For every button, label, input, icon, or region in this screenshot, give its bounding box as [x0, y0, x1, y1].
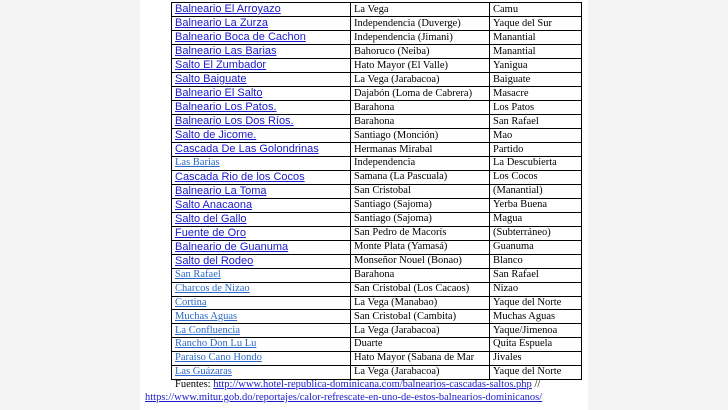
table-row [172, 212, 582, 226]
table-row [172, 170, 582, 184]
province-cell: Independencia (Jimani) [351, 31, 490, 45]
balneario-name-cell [172, 115, 351, 129]
balnearios-table [171, 2, 582, 380]
balneario-link[interactable]: La Confluencia [175, 324, 241, 336]
balneario-link[interactable]: Balneario El Salto [175, 87, 263, 99]
balneario-name-cell [172, 338, 351, 352]
balneario-link[interactable]: Muchas Aguas [175, 310, 238, 322]
balneario-link[interactable]: Cascada Rio de los Cocos [175, 170, 305, 183]
river-cell: Magua [490, 212, 582, 226]
river-cell: Partido [490, 143, 582, 157]
river-cell: Quita Espuela [490, 338, 582, 352]
balneario-link[interactable]: Balneario Los Dos Ríos. [175, 115, 294, 127]
river-cell: Manantial [490, 31, 582, 45]
balneario-name-cell [172, 365, 351, 379]
province-cell: San Cristobal (Cambita) [351, 310, 490, 324]
table-row [172, 17, 582, 31]
river-cell: La Descubierta [490, 157, 582, 171]
balneario-link[interactable]: Balneario Boca de Cachon [175, 31, 306, 43]
balneario-link[interactable]: Balneario El Arroyazo [175, 3, 281, 15]
balneario-name-cell [172, 3, 351, 17]
balneario-name-cell [172, 282, 351, 296]
balneario-name-cell [172, 324, 351, 338]
province-cell: Santiago (Sajoma) [351, 212, 490, 226]
province-cell: Monte Plata (Yamasá) [351, 240, 490, 254]
balneario-name-cell [172, 254, 351, 268]
province-cell: Hato Mayor (Sabana de Mar [351, 351, 490, 365]
table-row [172, 198, 582, 212]
province-cell: Samana (La Pascuala) [351, 170, 490, 184]
balneario-name-cell [172, 212, 351, 226]
table-row [172, 240, 582, 254]
table-row [172, 3, 582, 17]
balneario-name-cell [172, 310, 351, 324]
river-cell: Mao [490, 129, 582, 143]
balneario-name-cell [172, 101, 351, 115]
balneario-name-cell [172, 351, 351, 365]
balneario-name-cell [172, 129, 351, 143]
balneario-name-cell [172, 268, 351, 282]
table-row [172, 268, 582, 282]
province-cell: La Vega (Jarabacoa) [351, 365, 490, 379]
table-row [172, 45, 582, 59]
province-cell: Bahoruco (Neiba) [351, 45, 490, 59]
river-cell: (Manantial) [490, 184, 582, 198]
sources-prefix: Fuentes: [175, 379, 214, 390]
balneario-link[interactable]: Balneario La Toma [175, 184, 267, 197]
province-cell: Monseñor Nouel (Bonao) [351, 254, 490, 268]
balneario-link[interactable]: Salto El Zumbador [175, 59, 267, 71]
balneario-link[interactable]: Las Guázaras [175, 366, 232, 378]
balneario-link[interactable]: Balneario Los Patos. [175, 101, 277, 113]
table-row [172, 115, 582, 129]
balneario-name-cell [172, 73, 351, 87]
table-row [172, 184, 582, 198]
balneario-name-cell [172, 17, 351, 31]
balneario-name-cell [172, 87, 351, 101]
balneario-link[interactable]: Salto Baiguate [175, 73, 247, 85]
balneario-name-cell [172, 59, 351, 73]
table-row [172, 338, 582, 352]
balneario-link[interactable]: Charcos de Nizao [175, 283, 250, 295]
river-cell: Nizao [490, 282, 582, 296]
balneario-link[interactable]: Balneario de Guanuma [175, 240, 289, 253]
river-cell: Manantial [490, 45, 582, 59]
balneario-name-cell [172, 226, 351, 240]
balneario-link[interactable]: Paraiso Cano Hondo [175, 352, 262, 364]
province-cell: Santiago (Monción) [351, 129, 490, 143]
balneario-link[interactable]: Fuente de Oro [175, 226, 246, 239]
balneario-name-cell [172, 157, 351, 171]
balneario-link[interactable]: Salto del Rodeo [175, 254, 254, 267]
balneario-link[interactable]: Salto Anacaona [175, 198, 253, 211]
province-cell: Hermanas Mirabal [351, 143, 490, 157]
province-cell: Barahona [351, 101, 490, 115]
balneario-name-cell [172, 170, 351, 184]
table-row [172, 282, 582, 296]
balneario-link[interactable]: Las Barias [175, 157, 220, 169]
balneario-name-cell [172, 184, 351, 198]
balneario-name-cell [172, 198, 351, 212]
balneario-name-cell [172, 31, 351, 45]
province-cell: La Vega [351, 3, 490, 17]
balneario-link[interactable]: Balneario Las Barias [175, 45, 277, 57]
balneario-link[interactable]: San Rafael [175, 269, 221, 281]
province-cell: Duarte [351, 338, 490, 352]
table-row [172, 254, 582, 268]
river-cell: Blanco [490, 254, 582, 268]
river-cell: Los Patos [490, 101, 582, 115]
river-cell: Yerba Buena [490, 198, 582, 212]
river-cell: San Rafael [490, 115, 582, 129]
table-row [172, 87, 582, 101]
table-row [172, 129, 582, 143]
table-row [172, 143, 582, 157]
source-link-1[interactable]: http://www.hotel-republica-dominicana.com/balnearios-cascadas-saltos.php [213, 379, 532, 390]
balneario-link[interactable]: Cortina [175, 296, 207, 308]
river-cell: Yaque del Norte [490, 296, 582, 310]
river-cell: (Subterráneo) [490, 226, 582, 240]
river-cell: Camu [490, 3, 582, 17]
balneario-link[interactable]: Rancho Don Lu Lu [175, 338, 257, 350]
river-cell: Los Cocos [490, 170, 582, 184]
table-row [172, 296, 582, 310]
province-cell: La Vega (Jarabacoa) [351, 324, 490, 338]
province-cell: Hato Mayor (El Valle) [351, 59, 490, 73]
province-cell: Barahona [351, 115, 490, 129]
province-cell: Barahona [351, 268, 490, 282]
table-row [172, 157, 582, 171]
province-cell: San Cristobal [351, 184, 490, 198]
province-cell: Independencia [351, 157, 490, 171]
river-cell: Baiguate [490, 73, 582, 87]
river-cell: Guanuma [490, 240, 582, 254]
table-row [172, 59, 582, 73]
table-row [172, 324, 582, 338]
table-row [172, 365, 582, 379]
river-cell: Yaque del Sur [490, 17, 582, 31]
balneario-name-cell [172, 240, 351, 254]
province-cell: La Vega (Jarabacoa) [351, 73, 490, 87]
sources-separator: // [531, 379, 541, 390]
province-cell: Independencia (Duverge) [351, 17, 490, 31]
sources-line-2 [145, 392, 542, 403]
source-link-2[interactable]: https://www.mitur.gob.do/reportajes/calor-refrescate-en-uno-de-estos-balnearios-dominicanos/ [145, 392, 543, 403]
province-cell: Santiago (Sajoma) [351, 198, 490, 212]
table-row [172, 101, 582, 115]
river-cell: Yaque/Jimenoa [490, 324, 582, 338]
balneario-link[interactable]: Balneario La Zurza [175, 17, 268, 29]
balneario-link[interactable]: Cascada De Las Golondrinas [175, 143, 319, 155]
river-cell: Yaque del Norte [490, 365, 582, 379]
table-row [172, 226, 582, 240]
sources-line-1 [175, 379, 540, 390]
balneario-link[interactable]: Salto de Jicome. [175, 129, 257, 141]
province-cell: San Cristobal (Los Cacaos) [351, 282, 490, 296]
balneario-name-cell [172, 296, 351, 310]
river-cell: Yanigua [490, 59, 582, 73]
table-row [172, 351, 582, 365]
table-row [172, 310, 582, 324]
balneario-name-cell [172, 143, 351, 157]
table-row [172, 31, 582, 45]
river-cell: Jivales [490, 351, 582, 365]
balneario-link[interactable]: Salto del Gallo [175, 212, 247, 225]
table-row [172, 73, 582, 87]
province-cell: Dajabón (Loma de Cabrera) [351, 87, 490, 101]
river-cell: Muchas Aguas [490, 310, 582, 324]
balnearios-table-body [172, 3, 582, 380]
province-cell: La Vega (Manabao) [351, 296, 490, 310]
balneario-name-cell [172, 45, 351, 59]
province-cell: San Pedro de Macorís [351, 226, 490, 240]
river-cell: San Rafael [490, 268, 582, 282]
river-cell: Masacre [490, 87, 582, 101]
